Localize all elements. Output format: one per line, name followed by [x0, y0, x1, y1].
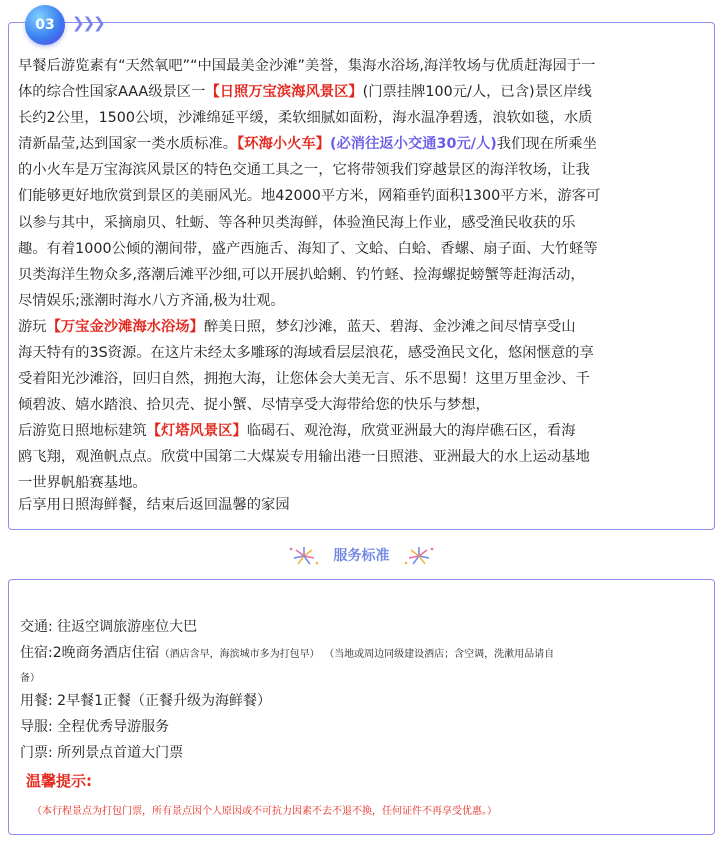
hotel-note-continued: 备）	[20, 673, 40, 684]
service-hotel: 住宿:2晚商务酒店住宿（酒店含早，海滨城市多为打包早） （当地或周边同级建设酒店；含空调，洗漱用品请自	[20, 645, 555, 661]
hotel-note: （酒店含早，海滨城市多为打包早）	[159, 649, 320, 660]
service-meals: 用餐: 2早餐1正餐（正餐升级为海鲜餐）	[20, 693, 271, 709]
text-line: 尽情娱乐;涨潮时海水八方齐涌,极为壮观。	[18, 292, 285, 309]
service-traffic: 交通: 往返空调旅游座位大巴	[20, 619, 198, 635]
text-line: 一世界帆船赛基地。	[18, 475, 147, 492]
text-line: 早餐后游览素有“天然氧吧”“中国最美金沙滩”美誉，集海水浴场,海洋牧场与优质赶海园于一	[18, 58, 596, 74]
firework-icon	[402, 545, 436, 567]
section-number-badge: 03	[25, 5, 65, 45]
text-line: 的小火车是万宝海滨风景区的特色交通工具之一，它将带领我们穿越景区的海洋牧场，让我	[18, 162, 590, 179]
itinerary-paragraph-4	[18, 492, 700, 518]
itinerary-paragraph-3	[18, 418, 700, 496]
text-line: 后享用日照海鲜餐，结束后返回温馨的家园	[18, 497, 290, 513]
text-line: 清新晶莹,达到国家一类水质标准。【环海小火车】(必消往返小交通30元/人)我们现在所乘坐	[18, 136, 597, 153]
required-fee-note: (必消往返小交通30元/人)	[329, 136, 497, 153]
text-line: 以参与其中，采摘扇贝、牡蛎、等各种贝类海鲜，体验渔民海上作业，感受渔民收获的乐	[18, 214, 576, 231]
text-line: 倾碧波、嬉水踏浪、拾贝壳、捉小蟹、尽情享受大海带给您的快乐与梦想，	[18, 397, 490, 414]
service-standard-heading: 服务标准	[0, 545, 723, 567]
scenic-spot-highlight: 【日照万宝滨海风景区】	[205, 84, 363, 101]
itinerary-paragraph-1	[18, 53, 700, 314]
text-line: 后游览日照地标建筑【灯塔风景区】临碣石、观沧海，欣赏亚洲最大的海岸礁石区，看海	[18, 423, 576, 439]
text-line: 体的综合性国家AAA级景区一【日照万宝滨海风景区】(门票挂牌100元/人，已含)景区岸线	[18, 84, 592, 101]
tips-text: （本行程景点为打包门票，所有景点因个人原因或不可抗力因素不去不退不换，任何证件不再享受优惠。）	[32, 806, 497, 817]
mini-train-highlight: 【环海小火车】	[237, 136, 330, 153]
text-line: 受着阳光沙滩浴，回归自然，拥抱大海，让您体会大美无言、乐不思蜀！这里万里金沙、千	[18, 371, 590, 388]
beach-highlight: 【万宝金沙滩海水浴场】	[46, 319, 204, 335]
text-line: 贝类海洋生物众多,落潮后滩平沙细,可以开展扒蛤蜊、钓竹蛏、捡海螺捉螃蟹等赶海活动，	[18, 266, 585, 283]
lighthouse-highlight: 【灯塔风景区】	[146, 423, 247, 439]
tips-heading: 温馨提示:	[26, 772, 92, 790]
text-line: 游玩【万宝金沙滩海水浴场】醉美日照，梦幻沙滩，蓝天、碧海、金沙滩之间尽情享受山	[18, 319, 576, 335]
firework-icon	[287, 545, 321, 567]
text-line: 们能够更好地欣赏到景区的美丽风光。地42000平方米，网箱垂钓面积1300平方米，游客可	[18, 188, 601, 205]
text-line: 趣。有着1000公倾的潮间带，盛产西施舌、海知了、文蛤、白蛤、香螺、扇子面、大竹蛏等	[18, 240, 598, 257]
hotel-note: （当地或周边同级建设酒店；含空调，洗漱用品请自	[324, 649, 555, 660]
chevrons-right-icon: ❯❯❯	[72, 14, 104, 32]
itinerary-paragraph-2	[18, 314, 700, 418]
text-line: 鸥飞翔，观渔帆点点。欣赏中国第二大煤炭专用输出港一日照港、亚洲最大的水上运动基地	[18, 449, 590, 466]
text-line: 海天特有的3S资源。在这片未经太多雕琢的海域看层层浪花，感受渔民文化，悠闲惬意的享	[18, 345, 594, 362]
text-line: 长约2公里，1500公顷，沙滩绵延平缓，柔软细腻如面粉，海水温净碧透，浪软如毯，水质	[18, 110, 593, 127]
service-tickets: 门票: 所列景点首道大门票	[20, 745, 184, 761]
service-guide: 导服: 全程优秀导游服务	[20, 719, 170, 735]
